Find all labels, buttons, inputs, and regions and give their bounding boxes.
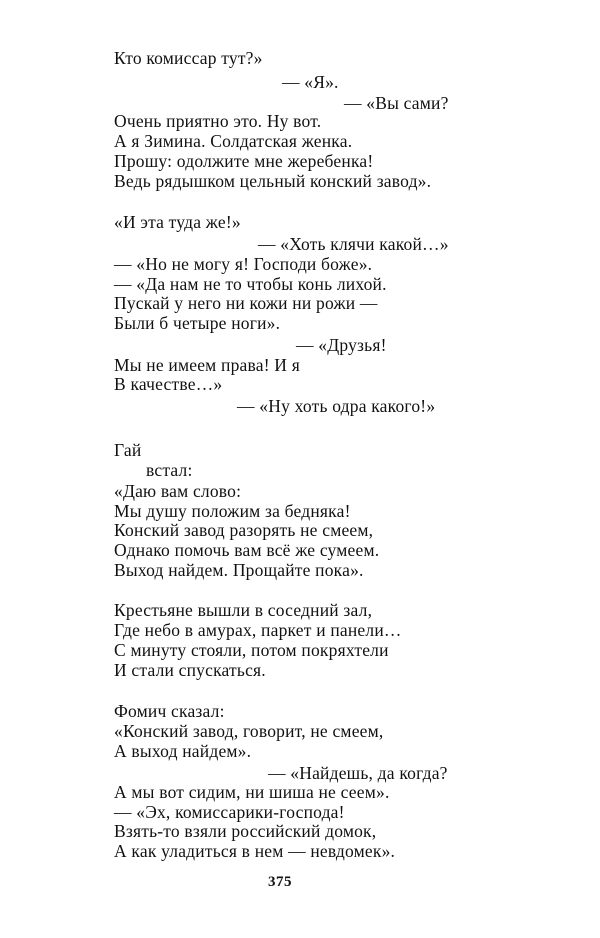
poem-line: Мы душу положим за бедняка!	[114, 501, 351, 521]
poem-line: — «Ну хоть одра какого!»	[237, 396, 436, 416]
poem-line: Гай	[114, 440, 142, 460]
poem-line: Пускай у него ни кожи ни рожи —	[114, 293, 378, 313]
poem-line: Кто комиссар тут?»	[114, 48, 263, 68]
poem-line: Взять-то взяли российский домок,	[114, 821, 377, 841]
poem-line: — «Вы сами?	[344, 93, 449, 113]
poem-line: Однако помочь вам всё же сумеем.	[114, 540, 380, 560]
poem-line: — «Да нам не то чтобы конь лихой.	[114, 274, 387, 294]
poem-line: — «Но не могу я! Господи боже».	[114, 254, 373, 274]
poem-line: Были б четыре ноги».	[114, 313, 281, 333]
poem-line: Ведь рядышком цельный конский завод».	[114, 171, 432, 191]
poem-line: — «Найдешь, да когда?	[268, 763, 448, 783]
poem-line: «Даю вам слово:	[114, 481, 242, 501]
poem-line: встал:	[146, 460, 193, 480]
poem-line: «И эта туда же!»	[114, 212, 241, 232]
poem-line: — «Эх, комиссарики-господа!	[114, 802, 345, 822]
poem-line: — «Друзья!	[296, 335, 387, 355]
poem-line: С минуту стояли, потом покряхтели	[114, 640, 389, 660]
poem-line: А как уладиться в нем — невдомек».	[114, 841, 396, 861]
page-number: 375	[268, 874, 292, 890]
poem-line: А мы вот сидим, ни шиша не сеем».	[114, 782, 390, 802]
poem-line: В качестве…»	[114, 374, 223, 394]
poem-line: Крестьяне вышли в соседний зал,	[114, 600, 373, 620]
poem-line: А я Зимина. Солдатская женка.	[114, 131, 353, 151]
poem-line: Где небо в амурах, паркет и панели…	[114, 620, 402, 640]
poem-line: — «Хоть клячи какой…»	[258, 234, 449, 254]
poem-line: И стали спускаться.	[114, 660, 266, 680]
poem-line: «Конский завод, говорит, не смеем,	[114, 721, 384, 741]
poem-line: Очень приятно это. Ну вот.	[114, 111, 322, 131]
poem-line: Мы не имеем права! И я	[114, 355, 300, 375]
poem-line: Прошу: одолжите мне жеребенка!	[114, 151, 374, 171]
poem-line: Конский завод разорять не смеем,	[114, 520, 374, 540]
poem-line: Выход найдем. Прощайте пока».	[114, 560, 364, 580]
poem-line: Фомич сказал:	[114, 701, 225, 721]
poem-line: — «Я».	[282, 72, 339, 92]
poem-line: А выход найдем».	[114, 741, 252, 761]
